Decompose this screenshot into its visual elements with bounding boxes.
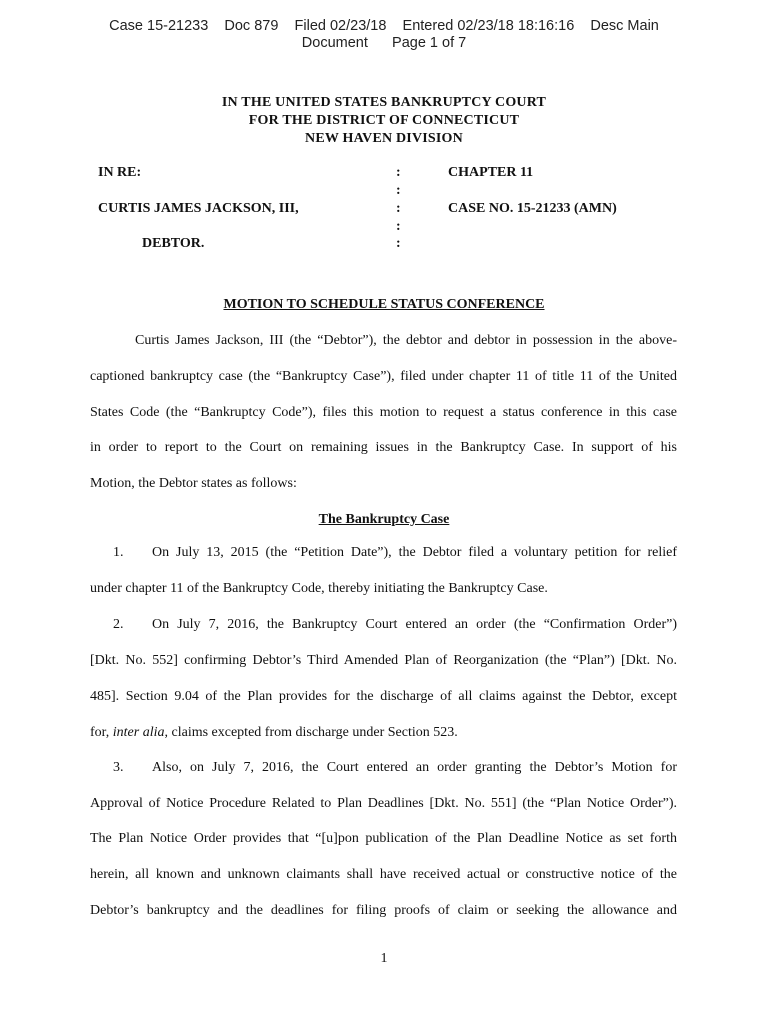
caption-debtor-label: DEBTOR.	[142, 236, 205, 251]
court-district: FOR THE DISTRICT OF CONNECTICUT	[248, 113, 520, 128]
body-line: Approval of Notice Procedure Related to Plan Deadlines [Dkt. No. 551] (the “Plan Notice Order”).	[90, 796, 677, 811]
court-name: IN THE UNITED STATES BANKRUPTCY COURT	[221, 95, 547, 110]
body-text: , claims excepted from discharge under Section 523.	[164, 725, 458, 740]
body-line: Also, on July 7, 2016, the Court entered an order granting the Debtor’s Motion for	[152, 760, 677, 775]
caption-colon: :	[396, 165, 401, 180]
court-division: NEW HAVEN DIVISION	[305, 131, 463, 146]
paragraph-number: 2.	[113, 617, 124, 632]
body-line: Curtis James Jackson, III (the “Debtor”), the debtor and debtor in possession in the above-	[135, 333, 677, 348]
body-line: On July 13, 2015 (the “Petition Date”), the Debtor filed a voluntary petition for relief	[152, 545, 677, 560]
body-line: Debtor’s bankruptcy and the deadlines for filing proofs of claim or seeking the allowance and	[90, 903, 677, 918]
caption-debtor-name: CURTIS JAMES JACKSON, III,	[98, 201, 299, 216]
body-line: [Dkt. No. 552] confirming Debtor’s Third Amended Plan of Reorganization (the “Plan”) [Dkt. No.	[90, 653, 677, 668]
caption-chapter: CHAPTER 11	[448, 165, 534, 180]
body-line: under chapter 11 of the Bankruptcy Code, thereby initiating the Bankruptcy Case.	[90, 581, 548, 596]
body-line: herein, all known and unknown claimants shall have received actual or constructive notice of the	[90, 867, 677, 882]
motion-title: MOTION TO SCHEDULE STATUS CONFERENCE	[223, 297, 545, 312]
body-line: States Code (the “Bankruptcy Code”), files this motion to request a status conference in this case	[90, 405, 677, 420]
paragraph-number: 1.	[113, 545, 124, 560]
caption-colon: :	[396, 183, 401, 198]
caption-colon: :	[396, 201, 401, 216]
caption-colon: :	[396, 236, 401, 251]
body-line: On July 7, 2016, the Bankruptcy Court entered an order (the “Confirmation Order”)	[152, 617, 677, 632]
caption-case-number: CASE NO. 15-21233 (AMN)	[448, 201, 617, 216]
caption-in-re: IN RE:	[98, 165, 142, 180]
page-number: 1	[380, 951, 388, 966]
italic-term: inter alia	[112, 725, 165, 740]
body-line: The Plan Notice Order provides that “[u]pon publication of the Plan Deadline Notice as set forth	[90, 831, 677, 846]
body-text: for,	[90, 725, 113, 740]
paragraph-number: 3.	[113, 760, 124, 775]
body-line: Motion, the Debtor states as follows:	[90, 476, 297, 491]
body-line: captioned bankruptcy case (the “Bankruptcy Case”), filed under chapter 11 of title 11 of the United	[90, 369, 677, 384]
body-line	[90, 725, 677, 741]
caption-colon: :	[396, 219, 401, 234]
body-line: in order to report to the Court on remaining issues in the Bankruptcy Case. In support of his	[90, 440, 677, 455]
ecf-header-line-1: Case 15-21233 Doc 879 Filed 02/23/18 Entered 02/23/18 18:16:16 Desc Main	[109, 18, 659, 34]
ecf-header-line-2: Document Page 1 of 7	[301, 35, 467, 51]
section-heading: The Bankruptcy Case	[318, 512, 450, 527]
body-line: 485]. Section 9.04 of the Plan provides for the discharge of all claims against the Debtor, except	[90, 689, 677, 704]
